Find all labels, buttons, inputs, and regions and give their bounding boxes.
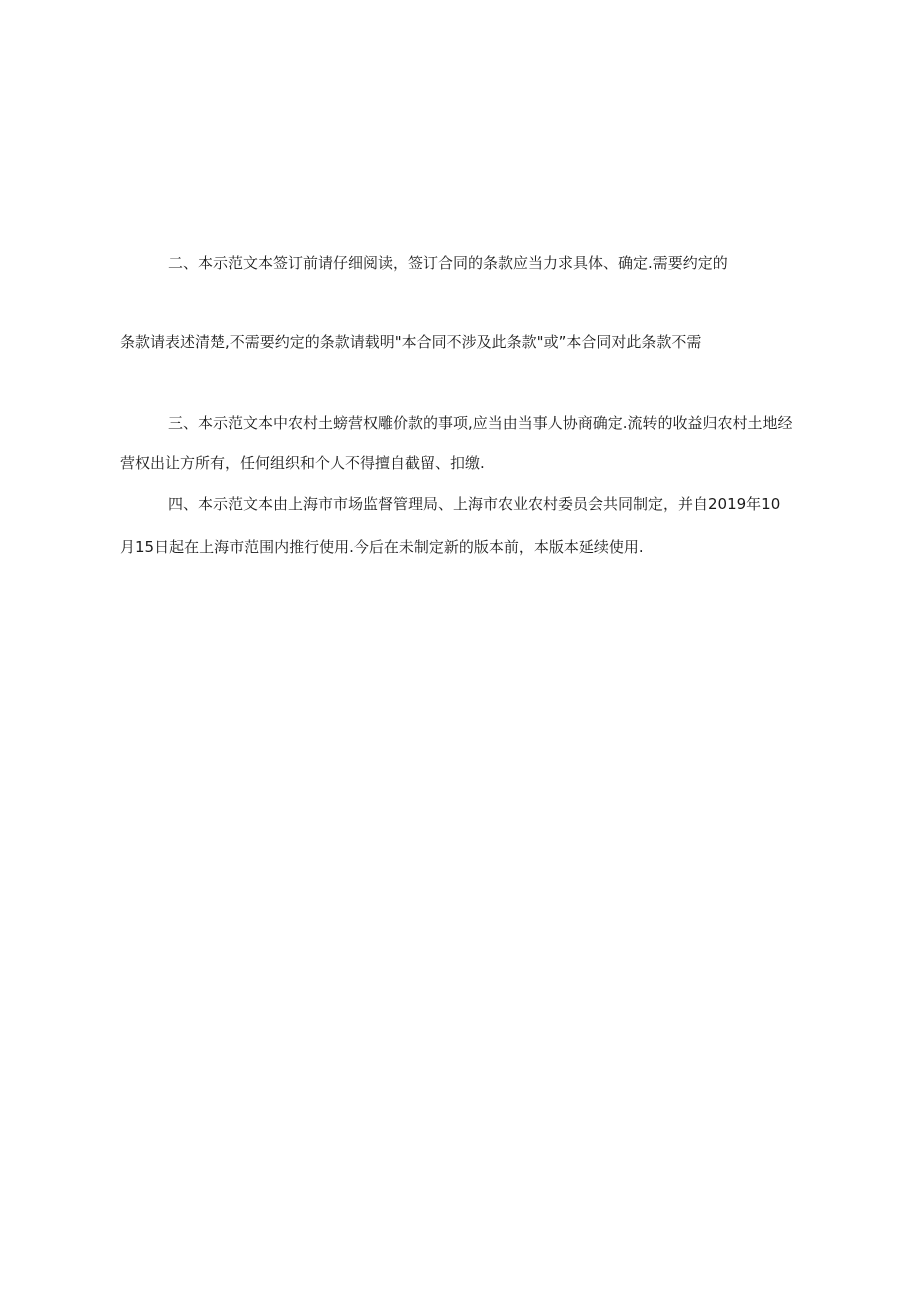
clause-2-line-2: 条款请表述清楚,不需要约定的条款请载明"本合同不涉及此条款"或”本合同对此条款不需 (120, 333, 702, 351)
clause-3-line-2: 营权出让方所有，任何组织和个人不得擅自截留、扣缴. (120, 454, 485, 472)
clause-4-line-1: 四、本示范文本由上海市市场监督管理局、上海市农业农村委员会共同制定，并自2019年10 (168, 495, 781, 513)
clause-3-line-1: 三、本示范文本中农村土螃营权雕价款的事项,应当由当事人协商确定.流转的收益归农村土地经 (168, 414, 793, 432)
clause-2-line-1: 二、本示范文本签订前请仔细阅读，签订合同的条款应当力求具体、确定.需要约定的 (168, 254, 728, 272)
clause-4-line-2: 月15日起在上海市范围内推行使用.今后在未制定新的版本前，本版本延续使用. (120, 538, 644, 556)
